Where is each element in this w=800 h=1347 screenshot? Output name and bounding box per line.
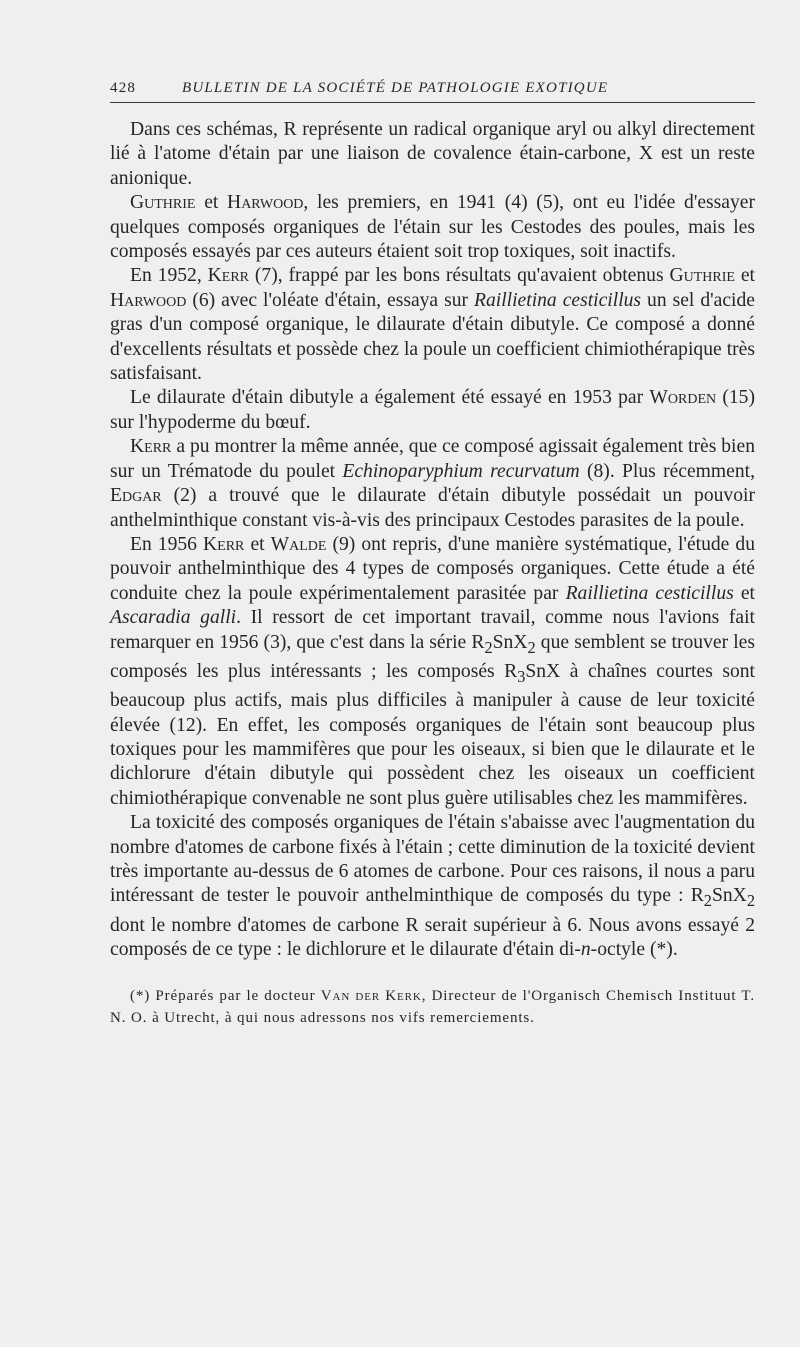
paragraph-6: En 1956 Kerr et Walde (9) ont repris, d'une manière systématique, l'étude du pouvoir anthelminthique des 4 types de composés organiques. Cette étude a été conduite chez la poule expérimentalement parasitée par Raillietina cesticillus et Ascaradia galli. Il ressort de cet important travail, comme nous l'avions fait remarquer en 1956 (3), que c'est dans la série $R_2SnX_2$ que semblent se trouver les composés les plus intéressants ; les composés $R_3SnX$ à chaînes courtes sont beaucoup plus actifs, mais plus difficiles à manipuler à cause de leur toxicité élevée (12). En effet, les composés organiques de l'étain sont beaucoup plus toxiques pour les mammifères que pour les oiseaux, si bien que le dilaurate et le dichlorure d'étain dibutyle qui possèdent chez les oiseaux un coefficient chimiothérapique convenable ne sont plus guère utilisables chez les mammifères.: [110, 533, 756, 809]
page: [110, 70, 755, 1029]
article-body: [110, 118, 755, 963]
author-name: Kerr: [130, 436, 172, 458]
species-name: Echinoparyphium recurvatum: [342, 460, 580, 482]
author-name: Kerr: [203, 533, 245, 555]
paragraph-5: Kerr a pu montrer la même année, que ce composé agissait également très bien sur un Trématode du poulet Echinoparyphium recurvatum (8). Plus récemment, Edgar (2) a trouvé que le dilaurate d'étain dibutyle possédait un pouvoir anthelminthique constant vis-à-vis des principaux Cestodes parasites de la poule.: [110, 436, 755, 531]
journal-title: BULLETIN DE LA SOCIÉTÉ DE PATHOLOGIE EXOTIQUE: [182, 80, 609, 96]
species-name: Raillietina cesticillus: [474, 289, 642, 311]
author-name: Guthrie: [669, 265, 735, 287]
chemical-formula: $R_3SnX$: [504, 660, 561, 686]
person-name: Van der Kerk: [320, 987, 422, 1004]
author-name: Harwood: [227, 192, 304, 214]
paragraph-4: Le dilaurate d'étain dibutyle a également été essayé en 1953 par Worden (15) sur l'hypoderme du bœuf.: [110, 387, 755, 433]
page-number: 428: [110, 80, 137, 96]
paragraph-1: Dans ces schémas, R représente un radical organique aryl ou alkyl directement lié à l'atome d'étain par une liaison de covalence étain-carbone, X est un reste anionique.: [110, 119, 755, 189]
chemical-formula: $R_2SnX_2$: [690, 885, 755, 911]
chemical-formula: $R_2SnX_2$: [471, 631, 536, 657]
paragraph-7: La toxicité des composés organiques de l'étain s'abaisse avec l'augmentation du nombre d'atomes de carbone fixés à l'étain ; cette diminution de la toxicité devient très importante au-dessus de 6 atomes de carbone. Pour ces raisons, il nous a paru intéressant de tester le pouvoir anthelminthique de composés du type : $R_2SnX_2$ dont le nombre d'atomes de carbone R serait supérieur à 6. Nous avons essayé 2 composés de ce type : le dichlorure et le dilaurate d'étain di-n-octyle (*).: [110, 812, 755, 961]
author-name: Harwood: [110, 289, 187, 311]
author-name: Edgar: [110, 485, 162, 507]
author-name: Kerr: [207, 265, 250, 287]
running-header: [110, 70, 755, 103]
author-name: Walde: [270, 533, 327, 555]
species-name: Ascaradia galli: [110, 607, 237, 629]
author-name: Worden: [649, 387, 717, 409]
footnote: (*) Préparés par le docteur Van der Kerk, Directeur de l'Organisch Chemisch Instituut T. N. O. à Utrecht, à qui nous adressons nos vifs remerciements.: [110, 987, 755, 1026]
species-name: Raillietina cesticillus: [565, 582, 734, 604]
paragraph-2: Guthrie et Harwood, les premiers, en 1941 (4) (5), ont eu l'idée d'essayer quelques composés organiques de l'étain sur les Cestodes des poules, mais les composés essayés par ces auteurs étaient soit trop toxiques, soit inactifs.: [110, 192, 756, 263]
author-name: Guthrie: [130, 192, 196, 214]
paragraph-3: En 1952, Kerr (7), frappé par les bons résultats qu'avaient obtenus Guthrie et Harwood (6) avec l'oléate d'étain, essaya sur Raillietina cesticillus un sel d'acide gras d'un composé organique, le dilaurate d'étain dibutyle. Ce composé a donné d'excellents résultats et possède chez la poule un coefficient chimiothérapique très satisfaisant.: [110, 265, 755, 385]
